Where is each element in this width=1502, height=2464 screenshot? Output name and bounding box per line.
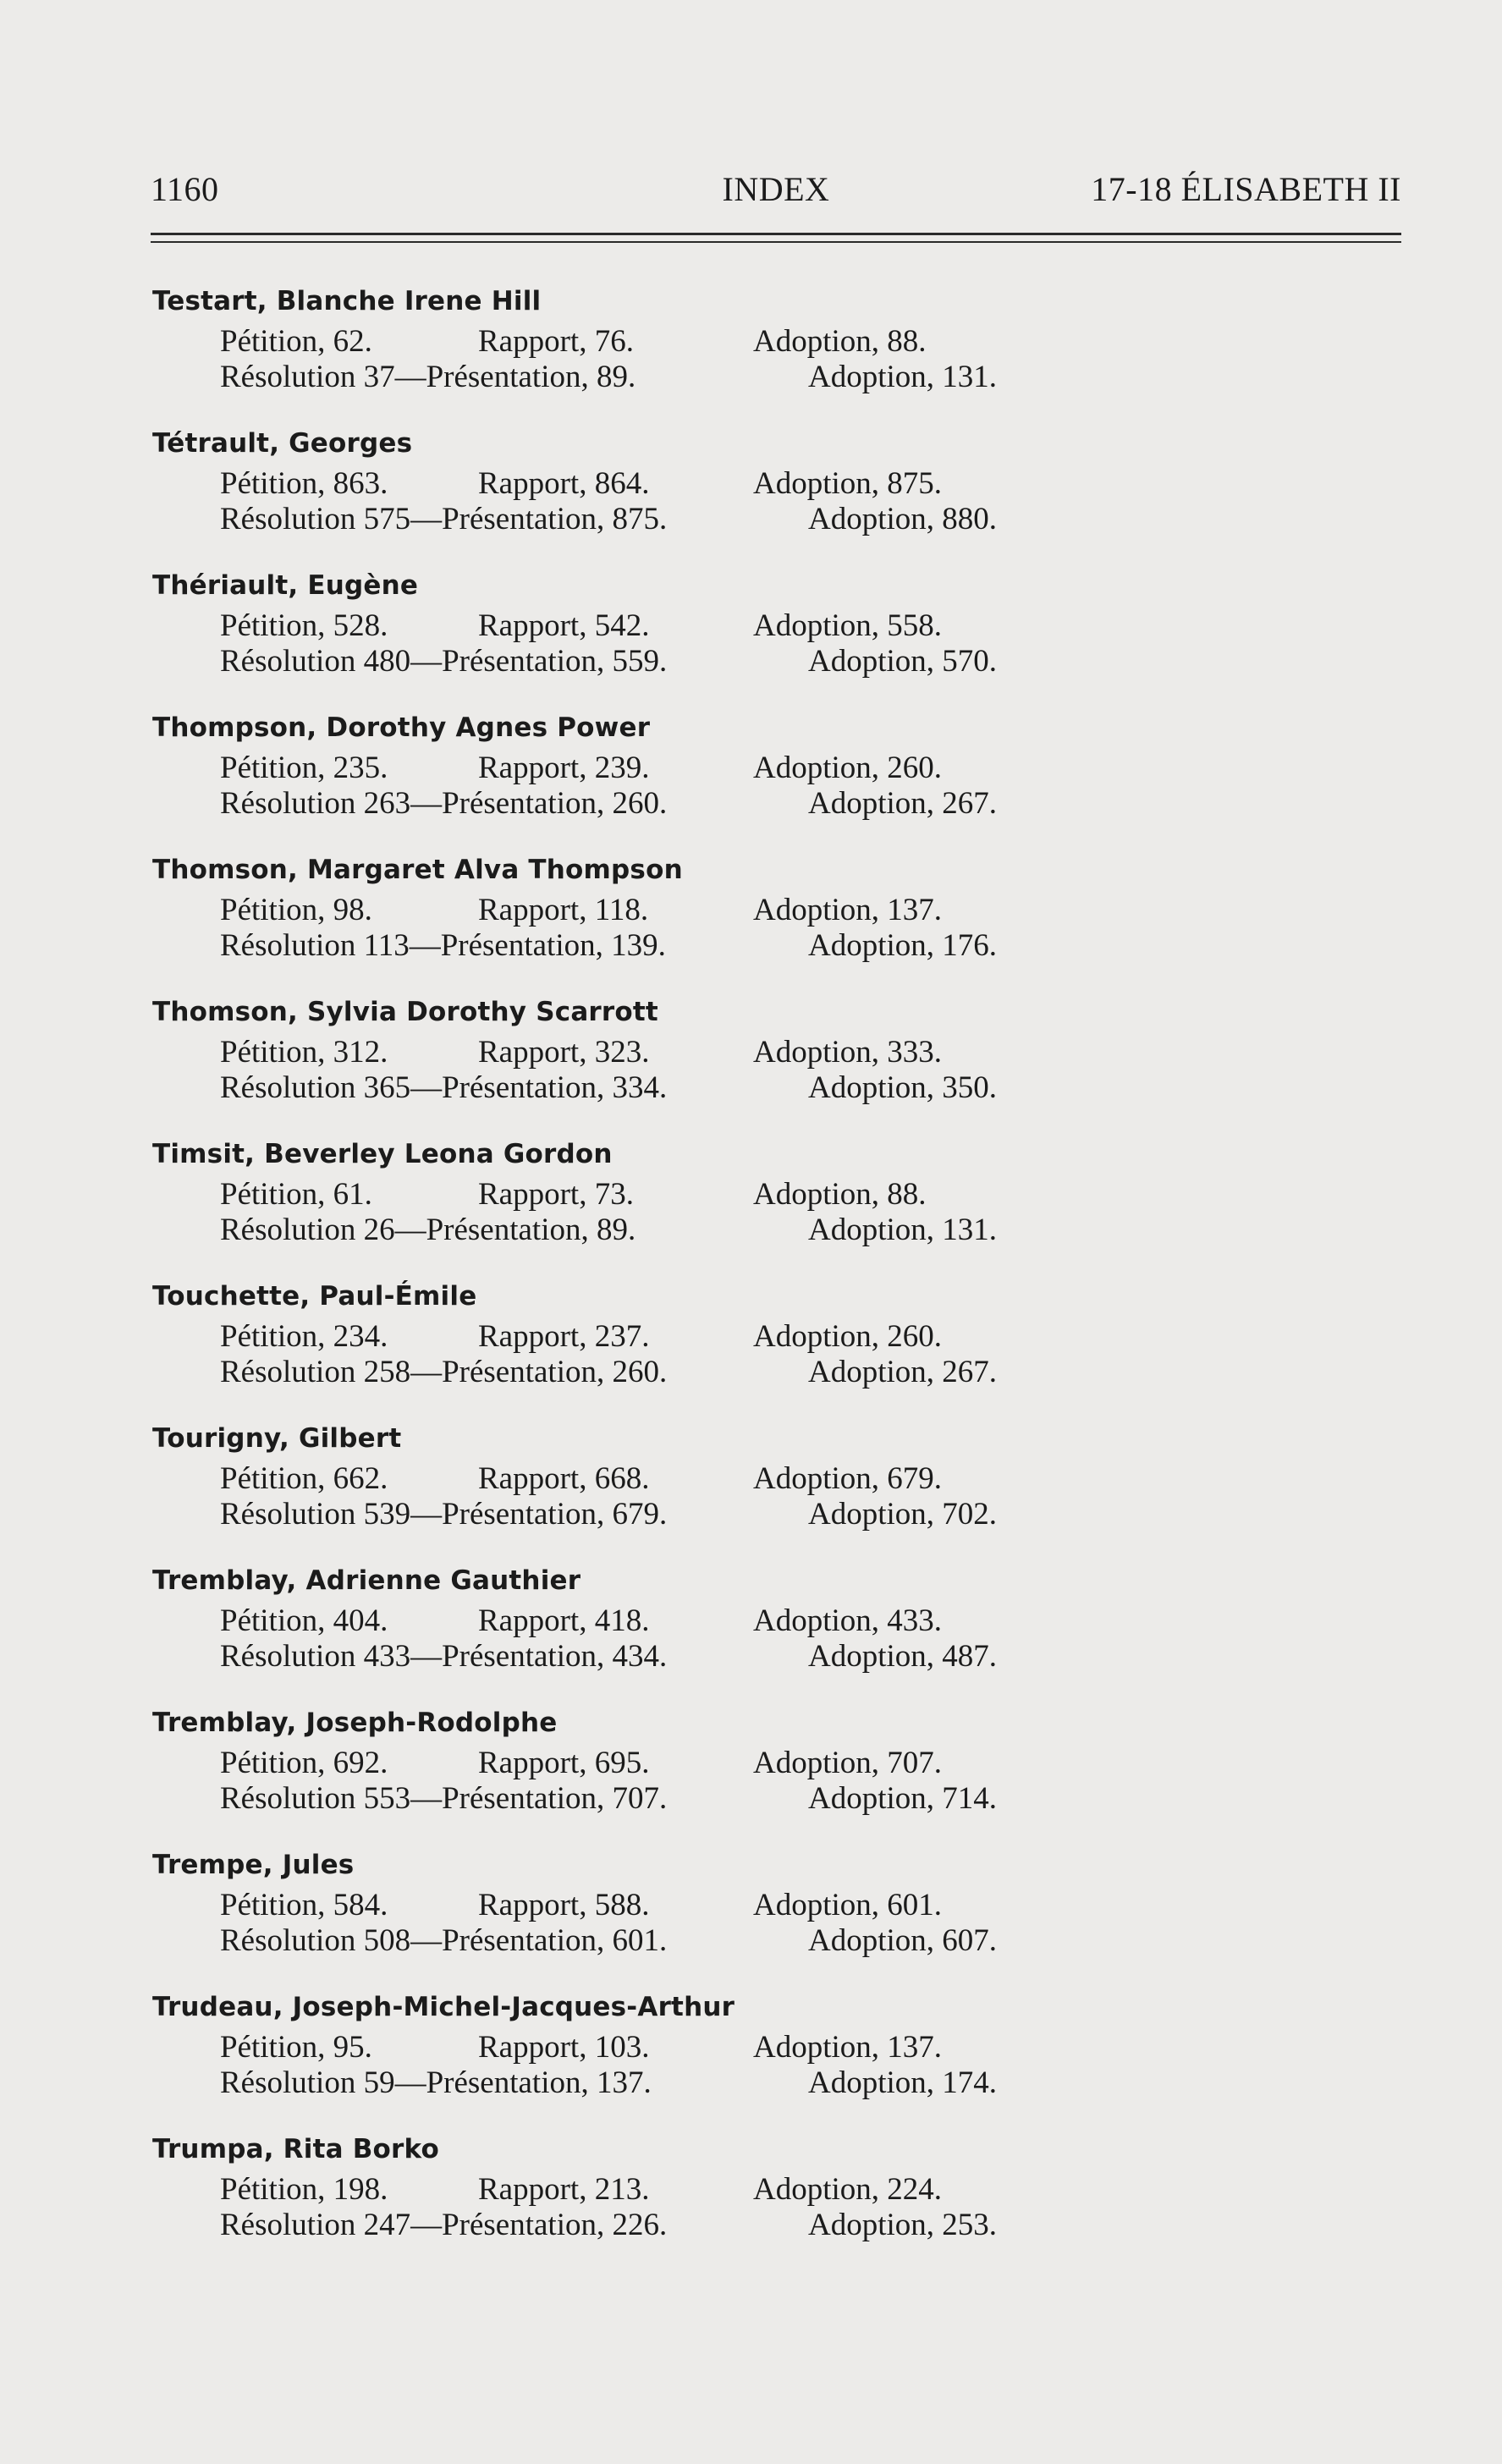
index-entry xyxy=(152,421,1252,564)
entry-petition: Pétition, 312. xyxy=(220,1035,388,1070)
entry-adoption: Adoption, 875. xyxy=(753,466,943,501)
entry-resolution-adoption: Adoption, 253. xyxy=(808,2208,998,2242)
entry-rapport: Rapport, 76. xyxy=(478,324,634,359)
entry-adoption: Adoption, 137. xyxy=(753,893,943,927)
index-entry xyxy=(152,1416,1252,1559)
entry-name: Thompson, Dorothy Agnes Power xyxy=(152,712,651,743)
entry-rapport: Rapport, 103. xyxy=(478,2030,650,2065)
entry-name: Tétrault, Georges xyxy=(152,428,413,459)
entry-adoption: Adoption, 88. xyxy=(753,1177,927,1212)
entry-name: Trudeau, Joseph-Michel-Jacques-Arthur xyxy=(152,1992,735,2022)
entry-petition: Pétition, 692. xyxy=(220,1746,388,1780)
entry-adoption: Adoption, 260. xyxy=(753,751,943,785)
entry-adoption: Adoption, 260. xyxy=(753,1319,943,1354)
index-entry xyxy=(152,564,1252,706)
index-entry xyxy=(152,279,1252,421)
entry-adoption: Adoption, 433. xyxy=(753,1603,943,1638)
entry-name: Trumpa, Rita Borko xyxy=(152,2134,439,2164)
entry-resolution-adoption: Adoption, 176. xyxy=(808,928,998,963)
entry-adoption: Adoption, 333. xyxy=(753,1035,943,1070)
entry-rapport: Rapport, 323. xyxy=(478,1035,650,1070)
entry-name: Timsit, Beverley Leona Gordon xyxy=(152,1139,613,1169)
entry-resolution: Résolution 247—Présentation, 226. xyxy=(220,2208,668,2242)
entry-adoption: Adoption, 88. xyxy=(753,324,927,359)
entry-adoption: Adoption, 707. xyxy=(753,1746,943,1780)
entry-petition: Pétition, 235. xyxy=(220,751,388,785)
entry-rapport: Rapport, 237. xyxy=(478,1319,650,1354)
entry-rapport: Rapport, 213. xyxy=(478,2172,650,2207)
entry-petition: Pétition, 584. xyxy=(220,1888,388,1922)
entry-resolution-adoption: Adoption, 267. xyxy=(808,786,998,821)
entry-resolution: Résolution 37—Présentation, 89. xyxy=(220,360,636,394)
index-entry xyxy=(152,706,1252,848)
header-rule-top xyxy=(151,233,1401,235)
index-entries xyxy=(152,279,1252,2269)
index-entry xyxy=(152,2127,1252,2269)
entry-resolution-adoption: Adoption, 880. xyxy=(808,502,998,536)
entry-name: Trempe, Jules xyxy=(152,1850,355,1880)
entry-name: Thomson, Sylvia Dorothy Scarrott xyxy=(152,997,658,1027)
entry-adoption: Adoption, 679. xyxy=(753,1461,943,1496)
entry-rapport: Rapport, 239. xyxy=(478,751,650,785)
entry-resolution: Résolution 480—Présentation, 559. xyxy=(220,644,668,679)
entry-resolution-adoption: Adoption, 267. xyxy=(808,1355,998,1389)
entry-petition: Pétition, 95. xyxy=(220,2030,372,2065)
edition-label: 17-18 ÉLISABETH II xyxy=(1091,170,1401,208)
entry-rapport: Rapport, 588. xyxy=(478,1888,650,1922)
page-header xyxy=(151,169,1401,217)
entry-petition: Pétition, 62. xyxy=(220,324,372,359)
entry-petition: Pétition, 234. xyxy=(220,1319,388,1354)
entry-resolution-adoption: Adoption, 131. xyxy=(808,360,998,394)
page-title: INDEX xyxy=(722,170,830,208)
entry-resolution: Résolution 258—Présentation, 260. xyxy=(220,1355,668,1389)
entry-resolution-adoption: Adoption, 702. xyxy=(808,1497,998,1532)
index-entry xyxy=(152,990,1252,1132)
entry-adoption: Adoption, 558. xyxy=(753,608,943,643)
entry-rapport: Rapport, 864. xyxy=(478,466,650,501)
entry-resolution-adoption: Adoption, 570. xyxy=(808,644,998,679)
entry-petition: Pétition, 61. xyxy=(220,1177,372,1212)
index-entry xyxy=(152,1701,1252,1843)
entry-petition: Pétition, 662. xyxy=(220,1461,388,1496)
entry-name: Testart, Blanche Irene Hill xyxy=(152,286,542,316)
entry-petition: Pétition, 863. xyxy=(220,466,388,501)
index-entry xyxy=(152,1274,1252,1416)
entry-resolution-adoption: Adoption, 350. xyxy=(808,1070,998,1105)
index-entry xyxy=(152,1843,1252,1985)
entry-rapport: Rapport, 695. xyxy=(478,1746,650,1780)
entry-resolution: Résolution 575—Présentation, 875. xyxy=(220,502,668,536)
entry-name: Thériault, Eugène xyxy=(152,570,419,601)
index-entry xyxy=(152,1559,1252,1701)
entry-name: Tourigny, Gilbert xyxy=(152,1423,402,1454)
index-entry xyxy=(152,848,1252,990)
entry-resolution-adoption: Adoption, 607. xyxy=(808,1923,998,1958)
entry-resolution-adoption: Adoption, 714. xyxy=(808,1781,998,1816)
entry-resolution: Résolution 553—Présentation, 707. xyxy=(220,1781,668,1816)
entry-petition: Pétition, 528. xyxy=(220,608,388,643)
entry-resolution-adoption: Adoption, 174. xyxy=(808,2065,998,2100)
entry-resolution: Résolution 365—Présentation, 334. xyxy=(220,1070,668,1105)
index-entry xyxy=(152,1132,1252,1274)
entry-petition: Pétition, 98. xyxy=(220,893,372,927)
entry-resolution: Résolution 59—Présentation, 137. xyxy=(220,2065,652,2100)
entry-name: Thomson, Margaret Alva Thompson xyxy=(152,855,683,885)
entry-resolution-adoption: Adoption, 487. xyxy=(808,1639,998,1674)
entry-adoption: Adoption, 224. xyxy=(753,2172,943,2207)
page-number: 1160 xyxy=(151,170,219,208)
entry-name: Tremblay, Joseph-Rodolphe xyxy=(152,1708,558,1738)
entry-resolution: Résolution 433—Présentation, 434. xyxy=(220,1639,668,1674)
index-entry xyxy=(152,1985,1252,2127)
entry-resolution: Résolution 113—Présentation, 139. xyxy=(220,928,666,963)
entry-petition: Pétition, 198. xyxy=(220,2172,388,2207)
entry-adoption: Adoption, 137. xyxy=(753,2030,943,2065)
entry-resolution: Résolution 263—Présentation, 260. xyxy=(220,786,668,821)
entry-rapport: Rapport, 118. xyxy=(478,893,649,927)
entry-petition: Pétition, 404. xyxy=(220,1603,388,1638)
entry-rapport: Rapport, 418. xyxy=(478,1603,650,1638)
entry-resolution: Résolution 26—Présentation, 89. xyxy=(220,1213,636,1247)
entry-adoption: Adoption, 601. xyxy=(753,1888,943,1922)
entry-resolution-adoption: Adoption, 131. xyxy=(808,1213,998,1247)
entry-name: Touchette, Paul-Émile xyxy=(152,1281,477,1312)
entry-rapport: Rapport, 668. xyxy=(478,1461,650,1496)
entry-rapport: Rapport, 542. xyxy=(478,608,650,643)
entry-name: Tremblay, Adrienne Gauthier xyxy=(152,1565,581,1596)
header-rule-bottom xyxy=(151,241,1401,243)
entry-rapport: Rapport, 73. xyxy=(478,1177,634,1212)
entry-resolution: Résolution 539—Présentation, 679. xyxy=(220,1497,668,1532)
entry-resolution: Résolution 508—Présentation, 601. xyxy=(220,1923,668,1958)
